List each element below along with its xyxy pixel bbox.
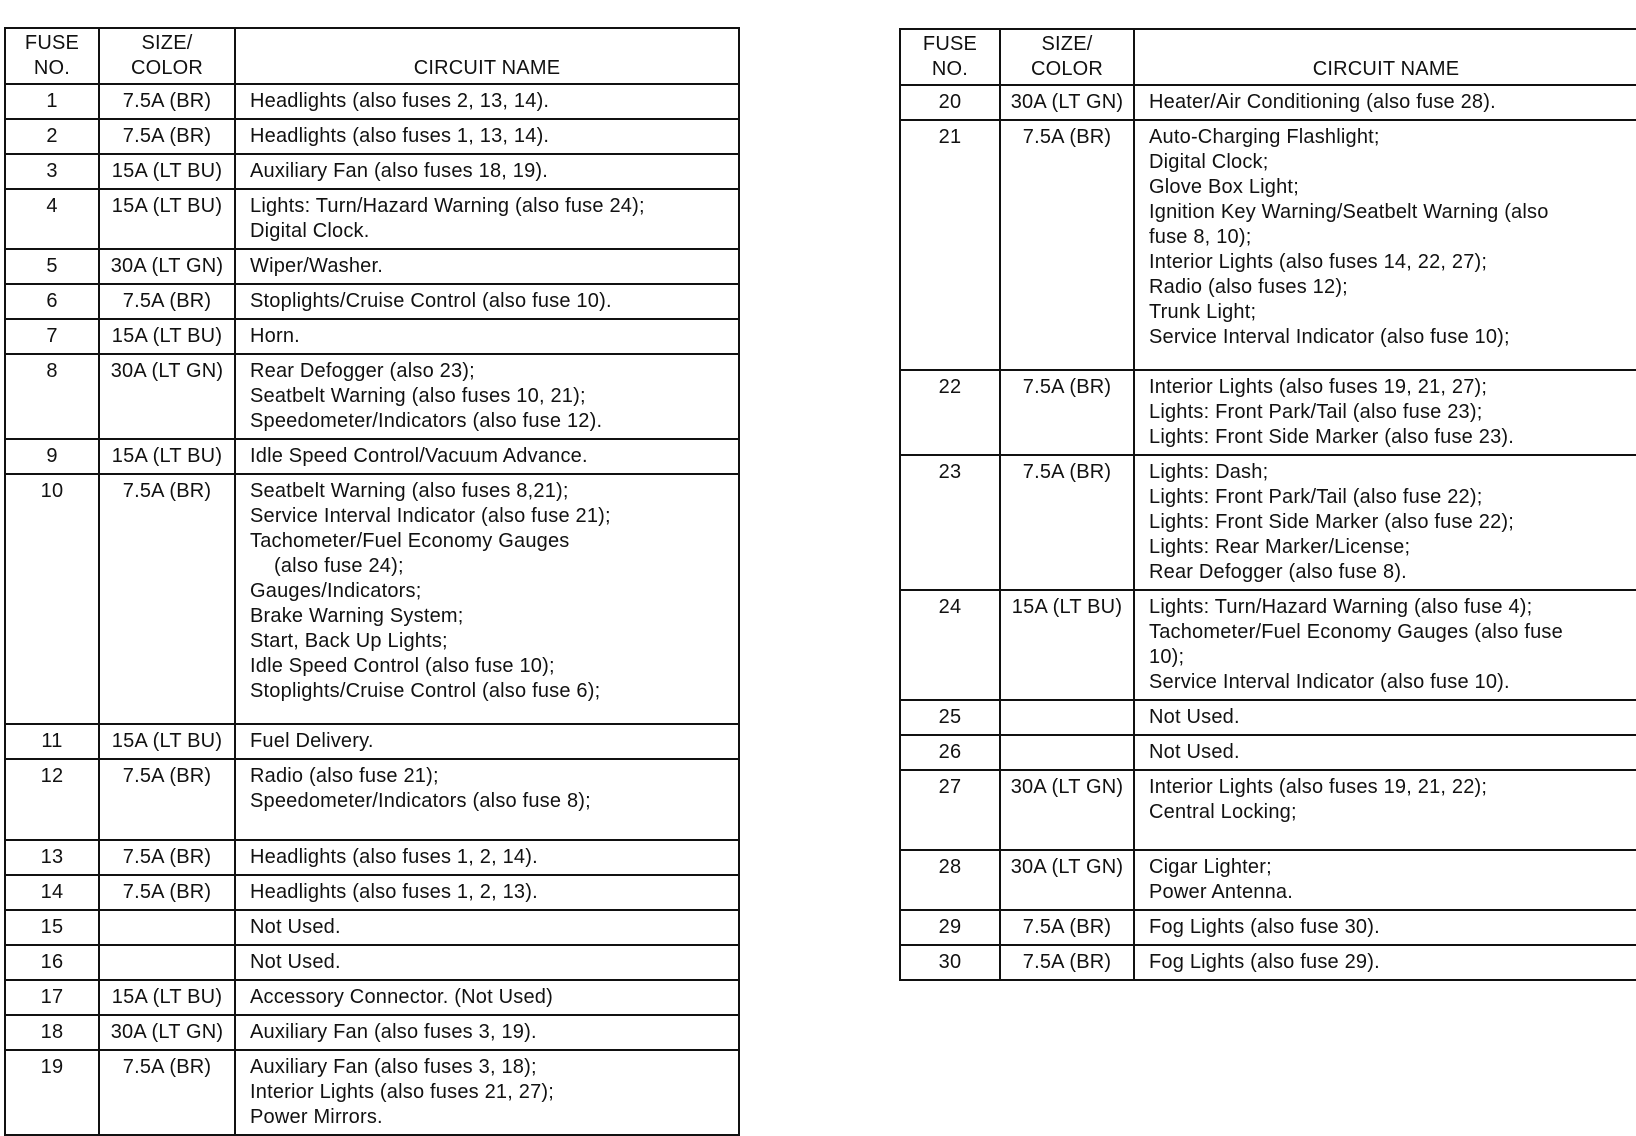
fuse-size-color: 7.5A (BR) bbox=[1000, 370, 1134, 455]
circuit-names bbox=[235, 910, 739, 945]
circuit-line: Auxiliary Fan (also fuses 18, 19). bbox=[250, 160, 549, 182]
fuse-size-color: 15A (LT BU) bbox=[99, 319, 235, 354]
fuse-table-left bbox=[4, 27, 740, 1136]
circuit-names bbox=[235, 1050, 739, 1135]
circuit-names bbox=[235, 154, 739, 189]
circuit-names bbox=[235, 980, 739, 1015]
circuit-names bbox=[235, 319, 739, 354]
fuse-size-color: 7.5A (BR) bbox=[1000, 120, 1134, 370]
circuit-line: Start, Back Up Lights; bbox=[250, 630, 448, 652]
circuit-line: Radio (also fuses 12); bbox=[1149, 276, 1348, 298]
circuit-line: Digital Clock; bbox=[1149, 151, 1269, 173]
circuit-line: Tachometer/Fuel Economy Gauges (also fuse bbox=[1149, 621, 1563, 643]
fuse-size-color bbox=[1000, 735, 1134, 770]
circuit-line: Service Interval Indicator (also fuse 21); bbox=[250, 505, 611, 527]
circuit-names bbox=[235, 1015, 739, 1050]
circuit-names bbox=[235, 840, 739, 875]
fuse-row-18 bbox=[5, 1015, 739, 1050]
fuse-row-15 bbox=[5, 910, 739, 945]
header-size-color: SIZE/ COLOR bbox=[1000, 29, 1134, 85]
fuse-row-23 bbox=[900, 455, 1636, 590]
circuit-line: Idle Speed Control/Vacuum Advance. bbox=[250, 445, 588, 467]
fuse-number: 8 bbox=[5, 354, 99, 439]
fuse-number: 11 bbox=[5, 724, 99, 759]
circuit-line: Rear Defogger (also fuse 8). bbox=[1149, 561, 1407, 583]
fuse-row-24 bbox=[900, 590, 1636, 700]
fuse-row-8 bbox=[5, 354, 739, 439]
fuse-size-color: 15A (LT BU) bbox=[1000, 590, 1134, 700]
fuse-number: 16 bbox=[5, 945, 99, 980]
fuse-row-17 bbox=[5, 980, 739, 1015]
circuit-names bbox=[235, 354, 739, 439]
fuse-row-20 bbox=[900, 85, 1636, 120]
circuit-line: Auxiliary Fan (also fuses 3, 19). bbox=[250, 1021, 537, 1043]
fuse-row-21 bbox=[900, 120, 1636, 370]
circuit-line: Stoplights/Cruise Control (also fuse 10). bbox=[250, 290, 612, 312]
fuse-size-color: 30A (LT GN) bbox=[1000, 850, 1134, 910]
circuit-line: Interior Lights (also fuses 19, 21, 27); bbox=[1149, 376, 1488, 398]
fuse-row-6 bbox=[5, 284, 739, 319]
fuse-rows-right bbox=[900, 85, 1636, 980]
circuit-line: Seatbelt Warning (also fuses 10, 21); bbox=[250, 385, 586, 407]
fuse-number: 3 bbox=[5, 154, 99, 189]
fuse-row-29 bbox=[900, 910, 1636, 945]
circuit-names bbox=[1134, 120, 1636, 370]
fuse-size-color: 7.5A (BR) bbox=[99, 84, 235, 119]
fuse-row-13 bbox=[5, 840, 739, 875]
circuit-line: Lights: Front Side Marker (also fuse 23). bbox=[1149, 426, 1515, 448]
circuit-names bbox=[1134, 910, 1636, 945]
header-row bbox=[900, 29, 1636, 85]
fuse-size-color: 7.5A (BR) bbox=[1000, 945, 1134, 980]
circuit-names bbox=[1134, 700, 1636, 735]
circuit-names bbox=[1134, 590, 1636, 700]
fuse-number: 26 bbox=[900, 735, 1000, 770]
fuse-number: 2 bbox=[5, 119, 99, 154]
circuit-line: Heater/Air Conditioning (also fuse 28). bbox=[1149, 91, 1496, 113]
fuse-row-28 bbox=[900, 850, 1636, 910]
fuse-size-color: 15A (LT BU) bbox=[99, 189, 235, 249]
circuit-line: Headlights (also fuses 1, 2, 13). bbox=[250, 881, 538, 903]
fuse-number: 10 bbox=[5, 474, 99, 724]
circuit-line: Not Used. bbox=[250, 951, 341, 973]
fuse-number: 5 bbox=[5, 249, 99, 284]
fuse-row-2 bbox=[5, 119, 739, 154]
circuit-line: Digital Clock. bbox=[250, 220, 370, 242]
circuit-line: Power Mirrors. bbox=[250, 1106, 383, 1128]
fuse-row-1 bbox=[5, 84, 739, 119]
circuit-line: Lights: Turn/Hazard Warning (also fuse 24); bbox=[250, 195, 645, 217]
fuse-size-color: 30A (LT GN) bbox=[99, 1015, 235, 1050]
fuse-size-color bbox=[99, 945, 235, 980]
circuit-line: Stoplights/Cruise Control (also fuse 6); bbox=[250, 680, 601, 702]
circuit-names bbox=[1134, 945, 1636, 980]
circuit-names bbox=[235, 84, 739, 119]
circuit-line: Fuel Delivery. bbox=[250, 730, 374, 752]
fuse-row-25 bbox=[900, 700, 1636, 735]
circuit-line: Interior Lights (also fuses 14, 22, 27); bbox=[1149, 251, 1488, 273]
fuse-size-color: 7.5A (BR) bbox=[99, 875, 235, 910]
circuit-names bbox=[235, 474, 739, 724]
circuit-line: Lights: Front Side Marker (also fuse 22); bbox=[1149, 511, 1515, 533]
fuse-row-22 bbox=[900, 370, 1636, 455]
fuse-number: 14 bbox=[5, 875, 99, 910]
circuit-names bbox=[235, 439, 739, 474]
fuse-number: 12 bbox=[5, 759, 99, 840]
circuit-line: Tachometer/Fuel Economy Gauges bbox=[250, 530, 570, 552]
fuse-size-color: 15A (LT BU) bbox=[99, 724, 235, 759]
circuit-line: Gauges/Indicators; bbox=[250, 580, 422, 602]
fuse-row-27 bbox=[900, 770, 1636, 850]
header-fuse-no: FUSE NO. bbox=[5, 28, 99, 84]
fuse-number: 19 bbox=[5, 1050, 99, 1135]
fuse-number: 21 bbox=[900, 120, 1000, 370]
fuse-number: 15 bbox=[5, 910, 99, 945]
fuse-row-11 bbox=[5, 724, 739, 759]
circuit-line: Ignition Key Warning/Seatbelt Warning (also bbox=[1149, 201, 1549, 223]
fuse-row-5 bbox=[5, 249, 739, 284]
fuse-number: 1 bbox=[5, 84, 99, 119]
fuse-table-right bbox=[899, 28, 1636, 981]
fuse-number: 29 bbox=[900, 910, 1000, 945]
circuit-names bbox=[1134, 850, 1636, 910]
circuit-line: Brake Warning System; bbox=[250, 605, 464, 627]
fuse-size-color: 7.5A (BR) bbox=[99, 284, 235, 319]
fuse-row-30 bbox=[900, 945, 1636, 980]
circuit-line: Rear Defogger (also 23); bbox=[250, 360, 475, 382]
circuit-line: Lights: Turn/Hazard Warning (also fuse 4); bbox=[1149, 596, 1533, 618]
circuit-line: Interior Lights (also fuses 19, 21, 22); bbox=[1149, 776, 1488, 798]
fuse-number: 28 bbox=[900, 850, 1000, 910]
header-size-color: SIZE/ COLOR bbox=[99, 28, 235, 84]
fuse-size-color bbox=[1000, 700, 1134, 735]
circuit-line: Interior Lights (also fuses 21, 27); bbox=[250, 1081, 555, 1103]
fuse-size-color: 7.5A (BR) bbox=[1000, 910, 1134, 945]
circuit-line: Lights: Front Park/Tail (also fuse 23); bbox=[1149, 401, 1483, 423]
fuse-number: 4 bbox=[5, 189, 99, 249]
fuse-row-4 bbox=[5, 189, 739, 249]
fuse-number: 23 bbox=[900, 455, 1000, 590]
circuit-line: Horn. bbox=[250, 325, 300, 347]
circuit-names bbox=[1134, 370, 1636, 455]
circuit-line: Glove Box Light; bbox=[1149, 176, 1299, 198]
circuit-line: Not Used. bbox=[250, 916, 341, 938]
fuse-number: 17 bbox=[5, 980, 99, 1015]
fuse-size-color: 15A (LT BU) bbox=[99, 439, 235, 474]
fuse-number: 18 bbox=[5, 1015, 99, 1050]
fuse-size-color: 30A (LT GN) bbox=[99, 354, 235, 439]
circuit-names bbox=[1134, 735, 1636, 770]
circuit-names bbox=[235, 284, 739, 319]
circuit-line: Power Antenna. bbox=[1149, 881, 1294, 903]
fuse-row-19 bbox=[5, 1050, 739, 1135]
fuse-rows-left bbox=[5, 84, 739, 1135]
circuit-line: Trunk Light; bbox=[1149, 301, 1257, 323]
circuit-names bbox=[1134, 455, 1636, 590]
fuse-size-color: 30A (LT GN) bbox=[99, 249, 235, 284]
circuit-line: Headlights (also fuses 1, 2, 14). bbox=[250, 846, 538, 868]
fuse-row-3 bbox=[5, 154, 739, 189]
circuit-line: Accessory Connector. (Not Used) bbox=[250, 986, 553, 1008]
fuse-size-color: 15A (LT BU) bbox=[99, 980, 235, 1015]
circuit-line: Not Used. bbox=[1149, 706, 1240, 728]
circuit-line: Central Locking; bbox=[1149, 801, 1297, 823]
fuse-number: 9 bbox=[5, 439, 99, 474]
circuit-line: Lights: Rear Marker/License; bbox=[1149, 536, 1411, 558]
fuse-size-color: 15A (LT BU) bbox=[99, 154, 235, 189]
circuit-line: Fog Lights (also fuse 30). bbox=[1149, 916, 1380, 938]
header-fuse-no: FUSE NO. bbox=[900, 29, 1000, 85]
circuit-line: (also fuse 24); bbox=[274, 555, 404, 577]
circuit-line: Wiper/Washer. bbox=[250, 255, 384, 277]
fuse-number: 24 bbox=[900, 590, 1000, 700]
circuit-names bbox=[235, 759, 739, 840]
circuit-line: Cigar Lighter; bbox=[1149, 856, 1272, 878]
circuit-line: Auxiliary Fan (also fuses 3, 18); bbox=[250, 1056, 537, 1078]
fuse-row-26 bbox=[900, 735, 1636, 770]
fuse-row-14 bbox=[5, 875, 739, 910]
circuit-line: Headlights (also fuses 1, 13, 14). bbox=[250, 125, 550, 147]
fuse-size-color: 7.5A (BR) bbox=[99, 1050, 235, 1135]
circuit-line: 10); bbox=[1149, 646, 1185, 668]
fuse-size-color: 7.5A (BR) bbox=[99, 474, 235, 724]
circuit-names bbox=[235, 249, 739, 284]
circuit-line: Idle Speed Control (also fuse 10); bbox=[250, 655, 555, 677]
fuse-row-7 bbox=[5, 319, 739, 354]
fuse-number: 7 bbox=[5, 319, 99, 354]
header-circuit-name: CIRCUIT NAME bbox=[235, 28, 739, 84]
circuit-line: Fog Lights (also fuse 29). bbox=[1149, 951, 1380, 973]
circuit-names bbox=[1134, 770, 1636, 850]
circuit-line: Service Interval Indicator (also fuse 10); bbox=[1149, 326, 1510, 348]
fuse-size-color: 7.5A (BR) bbox=[1000, 455, 1134, 590]
circuit-names bbox=[235, 875, 739, 910]
circuit-line: Radio (also fuse 21); bbox=[250, 765, 439, 787]
circuit-line: Speedometer/Indicators (also fuse 8); bbox=[250, 790, 591, 812]
circuit-line: Not Used. bbox=[1149, 741, 1240, 763]
circuit-names bbox=[235, 945, 739, 980]
fuse-size-color: 30A (LT GN) bbox=[1000, 85, 1134, 120]
circuit-line: Speedometer/Indicators (also fuse 12). bbox=[250, 410, 603, 432]
header-row bbox=[5, 28, 739, 84]
circuit-line: Auto-Charging Flashlight; bbox=[1149, 126, 1380, 148]
circuit-names bbox=[235, 724, 739, 759]
circuit-line: fuse 8, 10); bbox=[1149, 226, 1252, 248]
fuse-number: 20 bbox=[900, 85, 1000, 120]
fuse-row-12 bbox=[5, 759, 739, 840]
fuse-row-16 bbox=[5, 945, 739, 980]
fuse-number: 6 bbox=[5, 284, 99, 319]
fuse-number: 30 bbox=[900, 945, 1000, 980]
circuit-line: Headlights (also fuses 2, 13, 14). bbox=[250, 90, 550, 112]
fuse-number: 22 bbox=[900, 370, 1000, 455]
fuse-row-9 bbox=[5, 439, 739, 474]
fuse-number: 27 bbox=[900, 770, 1000, 850]
circuit-line: Lights: Front Park/Tail (also fuse 22); bbox=[1149, 486, 1483, 508]
circuit-line: Lights: Dash; bbox=[1149, 461, 1269, 483]
fuse-number: 13 bbox=[5, 840, 99, 875]
fuse-size-color: 7.5A (BR) bbox=[99, 840, 235, 875]
circuit-line: Seatbelt Warning (also fuses 8,21); bbox=[250, 480, 569, 502]
fuse-size-color: 7.5A (BR) bbox=[99, 119, 235, 154]
circuit-names bbox=[235, 119, 739, 154]
header-circuit-name: CIRCUIT NAME bbox=[1134, 29, 1636, 85]
circuit-line: Service Interval Indicator (also fuse 10). bbox=[1149, 671, 1510, 693]
fuse-row-10 bbox=[5, 474, 739, 724]
fuse-size-color bbox=[99, 910, 235, 945]
fuse-number: 25 bbox=[900, 700, 1000, 735]
circuit-names bbox=[1134, 85, 1636, 120]
circuit-names bbox=[235, 189, 739, 249]
fuse-size-color: 7.5A (BR) bbox=[99, 759, 235, 840]
fuse-size-color: 30A (LT GN) bbox=[1000, 770, 1134, 850]
